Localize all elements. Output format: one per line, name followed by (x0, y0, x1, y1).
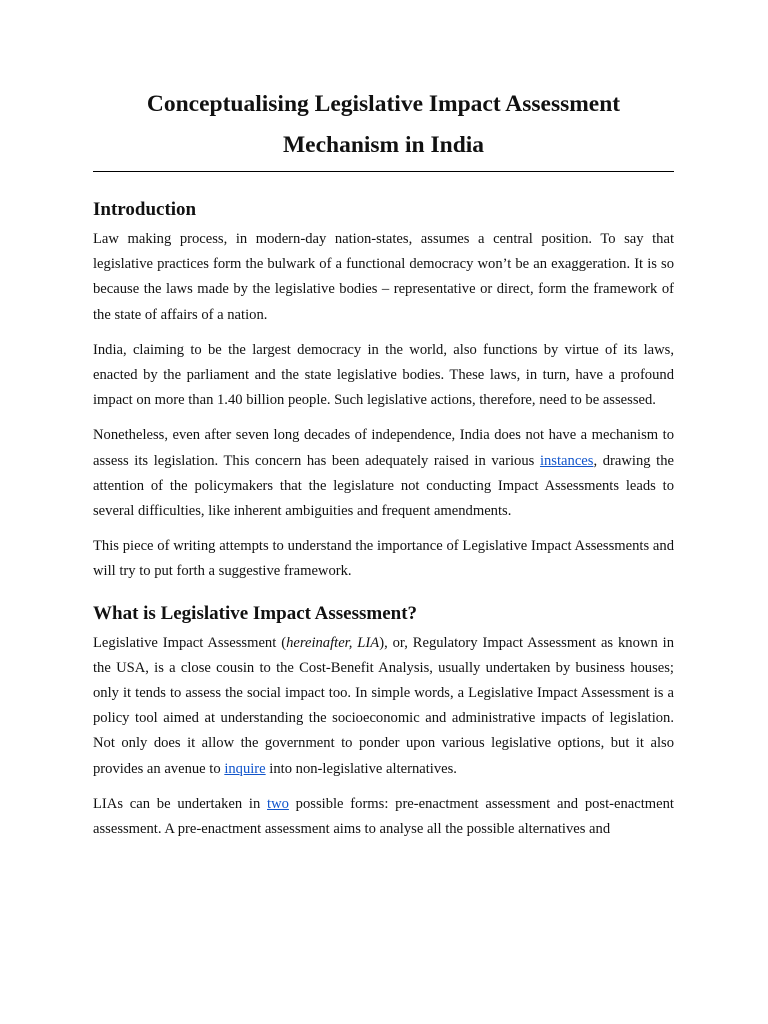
lia-p1-text-b: ), or, Regulatory Impact Assessment as known in the USA, is a close cousin to the Cost-Benefit Analysis, usually undertaken by business houses; only it tends to assess the social impact too. In simple words, a Legislative Impact Assessment is a policy tool aimed at understanding the socioeconomic and administrative impacts of legislation. Not only does it allow the government to ponder upon various legislative options, but it also provides an avenue to (93, 634, 674, 777)
document-title (93, 84, 674, 166)
intro-paragraph-3 (93, 423, 674, 524)
lia-p1-text-c: into non-legislative alternatives. (265, 760, 457, 777)
lia-paragraph-1 (93, 631, 674, 782)
lia-p2-text-a: LIAs can be undertaken in (93, 795, 268, 812)
intro-paragraph-4: This piece of writing attempts to understand the importance of Legislative Impact Assessments and will try to put forth a suggestive framework. (93, 538, 674, 580)
document-body (93, 84, 674, 842)
section-heading-what-is-lia: What is Legislative Impact Assessment? (93, 602, 418, 624)
lia-p1-emphasis: hereinafter, LIA (286, 634, 380, 651)
intro-p3-text-after: , drawing the attention of the policymakers that the legislature not conducting Impact Assessments leads to several difficulties, like inherent ambiguities and frequent amendments. (93, 452, 674, 520)
intro-paragraph-2: India, claiming to be the largest democracy in the world, also functions by virtue of its laws, enacted by the parliament and the state legislative bodies. These laws, in turn, have a profound impact on more than 1.40 billion people. Such legislative actions, therefore, need to be assessed. (93, 341, 674, 409)
title-line-1: Conceptualising Legislative Impact Assessment (146, 91, 621, 117)
title-underline (93, 171, 674, 172)
two-link[interactable]: two (267, 795, 289, 812)
inquire-link[interactable]: inquire (224, 760, 266, 777)
instances-link[interactable]: instances (539, 452, 594, 469)
lia-p2-text-b: possible forms: pre-enactment assessment and post-enactment assessment. A pre-enactment assessment aims to analyse all the possible alternatives and (93, 795, 674, 838)
lia-paragraph-2 (93, 792, 674, 842)
lia-p1-text-a: Legislative Impact Assessment ( (93, 634, 287, 651)
intro-p3-text-before: Nonetheless, even after seven long decades of independence, India does not have a mechanism to assess its legislation. This concern has been adequately raised in various (93, 427, 674, 469)
title-line-2: Mechanism in India (282, 132, 485, 158)
section-heading-introduction: Introduction (93, 199, 197, 220)
intro-paragraph-1: Law making process, in modern-day nation-states, assumes a central position. To say that legislative practices form the bulwark of a functional democracy won’t be an exaggeration. It is so because the laws made by the legislative bodies – representative or direct, form the framework of the state of affairs of a nation. (93, 231, 674, 323)
